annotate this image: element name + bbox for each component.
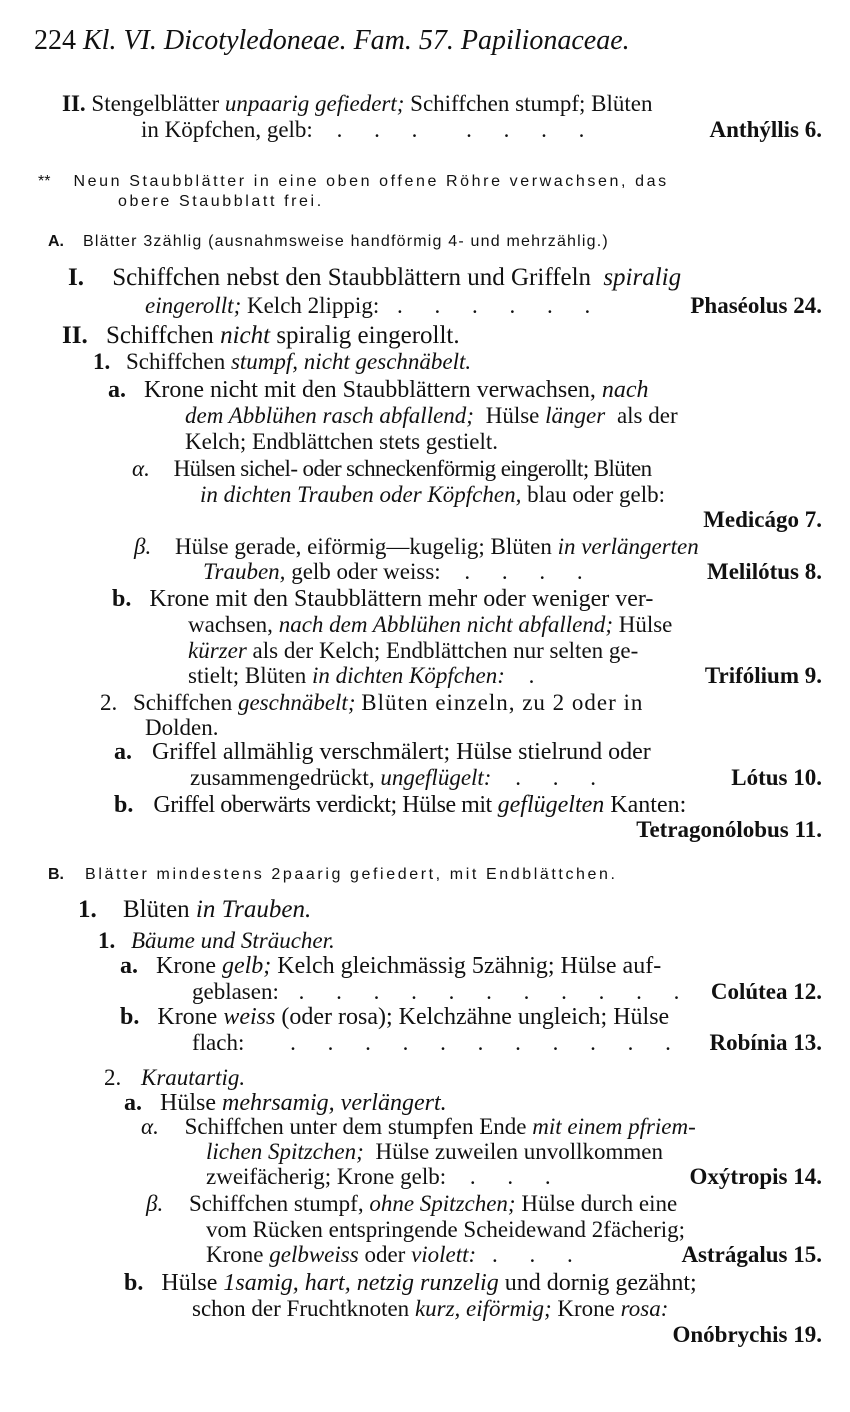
key-line bbox=[192, 1029, 684, 1057]
key-marker: α. bbox=[132, 456, 150, 481]
key-marker: a. bbox=[124, 1090, 142, 1116]
key-marker: 1. bbox=[93, 349, 111, 374]
section-heading bbox=[48, 861, 618, 889]
section-marker: B. bbox=[48, 866, 64, 883]
page-header bbox=[34, 24, 630, 58]
key-italic: weiss bbox=[223, 1004, 276, 1030]
key-line bbox=[185, 428, 498, 456]
key-text: Hülsen sichel- oder schneckenförmig eingerollt; Blüten bbox=[173, 456, 652, 481]
key-marker: 1. bbox=[78, 896, 97, 923]
leader-dots: . . . . . . . . . . . bbox=[298, 979, 693, 1004]
key-text: spiralig eingerollt. bbox=[276, 322, 460, 349]
key-text: Blätter 3zählig (ausnahmsweise handförmig 4- und mehrzählig.) bbox=[83, 233, 609, 250]
page-number: 224 bbox=[34, 25, 76, 56]
genus-name: Phaséolus 24. bbox=[690, 293, 822, 318]
genus-name: Colútea 12. bbox=[710, 979, 822, 1004]
key-text: Griffel oberwärts verdickt; Hülse mit bbox=[153, 792, 492, 818]
key-marker: a. bbox=[114, 739, 132, 765]
key-text: zweifächerig; Krone gelb: bbox=[206, 1164, 447, 1189]
key-italic: in verlängerten bbox=[557, 534, 699, 559]
key-text: oder bbox=[364, 1242, 406, 1267]
key-line bbox=[206, 1241, 586, 1269]
key-line bbox=[78, 896, 311, 924]
key-italic: nicht bbox=[220, 322, 271, 349]
leader-dots: . . . bbox=[515, 765, 609, 790]
key-text: wachsen, bbox=[188, 612, 273, 637]
genus-name: Anthýllis 6. bbox=[709, 117, 822, 142]
key-text: Hülse bbox=[160, 1090, 216, 1116]
key-italic: mehrsamig, verlängert. bbox=[222, 1090, 447, 1116]
key-text: Krone bbox=[557, 1296, 615, 1321]
key-italic: gelb; bbox=[221, 953, 272, 979]
leader-dots: . . . . . . . . . . . bbox=[290, 1030, 684, 1055]
key-italic: 1samig, hart, netzig runzelig bbox=[223, 1270, 499, 1296]
key-text: Griffel allmählig verschmälert; Hülse stielrund oder bbox=[152, 739, 651, 765]
key-text: stielt; Blüten bbox=[188, 663, 307, 688]
key-italic: Bäume und Sträucher. bbox=[131, 928, 335, 953]
key-text: Blätter mindestens 2paarig gefiedert, mit Endblättchen. bbox=[85, 866, 618, 883]
key-line bbox=[206, 1216, 685, 1244]
key-italic: violett: bbox=[411, 1242, 477, 1267]
key-italic: kurz, eiförmig; bbox=[414, 1296, 552, 1321]
key-line bbox=[114, 738, 651, 766]
key-marker: α. bbox=[141, 1114, 159, 1139]
key-line bbox=[118, 188, 324, 216]
genus-name: Tetragonólobus 11. bbox=[636, 817, 822, 842]
key-italic: geflügelten bbox=[497, 792, 605, 818]
key-italic: stumpf, nicht geschnäbelt. bbox=[230, 349, 472, 374]
key-marker: 1. bbox=[98, 928, 116, 953]
key-text: Hülse durch eine bbox=[521, 1191, 678, 1216]
genus-name: Medicágo 7. bbox=[703, 507, 822, 532]
key-italic: geschnäbelt; bbox=[237, 690, 356, 715]
key-marker: II. bbox=[62, 322, 88, 349]
key-italic: mit einem pfriem- bbox=[532, 1114, 696, 1139]
key-text: Krone bbox=[206, 1242, 264, 1267]
genus-name: Robínia 13. bbox=[709, 1030, 822, 1055]
leader-dots: . . . . . . bbox=[396, 293, 604, 318]
key-italic: gelbweiss bbox=[269, 1242, 359, 1267]
key-text: vom Rücken entspringende Scheidewand 2fächerig; bbox=[206, 1217, 686, 1242]
key-italic: lichen Spitzchen; bbox=[206, 1139, 364, 1164]
key-italic: rosa: bbox=[620, 1296, 669, 1321]
key-line bbox=[132, 455, 652, 483]
key-text: Schiffchen bbox=[133, 690, 233, 715]
leader-dots: . . . bbox=[491, 1242, 586, 1267]
key-text: Krone nicht mit den Staubblättern verwachsen, bbox=[144, 377, 596, 403]
key-line bbox=[188, 611, 672, 639]
key-italic: nach dem Abblühen nicht abfallend; bbox=[278, 612, 613, 637]
key-text: Kelch; Endblättchen stets gestielt. bbox=[185, 429, 498, 454]
leader-dots: . . . bbox=[469, 1164, 564, 1189]
key-line bbox=[112, 585, 653, 613]
key-marker: β. bbox=[134, 534, 152, 559]
section-heading bbox=[48, 228, 609, 256]
key-marker: II. bbox=[62, 91, 86, 116]
key-line bbox=[68, 264, 681, 292]
key-line bbox=[192, 978, 692, 1006]
key-text: als der bbox=[616, 403, 678, 428]
key-line bbox=[203, 558, 596, 586]
key-italic: nach bbox=[601, 377, 649, 403]
key-marker: I. bbox=[68, 264, 84, 291]
key-text: Hülse gerade, eiförmig—kugelig; Blüten bbox=[174, 534, 552, 559]
key-text: Hülse bbox=[161, 1270, 218, 1296]
leader-dots: . . . . bbox=[464, 559, 596, 584]
key-line bbox=[134, 533, 699, 561]
key-text: Schiffchen bbox=[105, 322, 214, 349]
genus-name: Trifólium 9. bbox=[704, 663, 822, 688]
key-line bbox=[188, 662, 547, 690]
key-marker: β. bbox=[146, 1191, 164, 1216]
key-line bbox=[206, 1163, 564, 1191]
key-text: schon der Fruchtknoten bbox=[192, 1296, 410, 1321]
key-text: Schiffchen stumpf; Blüten bbox=[410, 91, 653, 116]
key-line bbox=[114, 791, 686, 819]
key-text: Blüten einzeln, zu 2 oder in bbox=[361, 690, 644, 715]
key-italic: spiralig bbox=[603, 264, 682, 291]
key-text: (oder rosa); Kelchzähne ungleich; Hülse bbox=[281, 1004, 670, 1030]
key-text: Schiffchen nebst den Staubblättern und Griffeln bbox=[112, 264, 592, 291]
key-text: geblasen: bbox=[192, 979, 279, 1004]
key-italic: ohne Spitzchen; bbox=[369, 1191, 516, 1216]
key-text: Hülse bbox=[485, 403, 540, 428]
key-text: Schiffchen unter dem stumpfen Ende bbox=[184, 1114, 527, 1139]
key-text: Stengelblätter bbox=[91, 91, 220, 116]
key-text: gelb oder weiss: bbox=[291, 559, 441, 584]
key-line bbox=[188, 637, 638, 665]
key-marker: ** bbox=[38, 173, 51, 190]
key-italic: eingerollt; bbox=[145, 293, 242, 318]
genus-name: Astrágalus 15. bbox=[681, 1242, 822, 1267]
genus-name: Oxýtropis 14. bbox=[689, 1164, 822, 1189]
key-line bbox=[200, 481, 665, 509]
key-text: Dolden. bbox=[145, 715, 219, 740]
key-text: flach: bbox=[192, 1030, 245, 1055]
key-italic: kürzer bbox=[188, 638, 247, 663]
key-line bbox=[62, 322, 460, 350]
key-line bbox=[108, 376, 649, 404]
key-text: blau oder gelb: bbox=[527, 482, 666, 507]
key-marker: 2. bbox=[104, 1065, 122, 1090]
key-text: als der Kelch; Endblättchen nur selten ge- bbox=[252, 638, 639, 663]
leader-dots: . . . . bbox=[466, 117, 598, 142]
key-line bbox=[62, 90, 652, 118]
key-line bbox=[141, 1113, 696, 1141]
key-marker: b. bbox=[124, 1270, 144, 1296]
key-text: Hülse bbox=[618, 612, 673, 637]
key-line bbox=[185, 402, 678, 430]
key-text: Krone bbox=[156, 953, 216, 979]
key-line bbox=[120, 1003, 669, 1031]
key-italic: ungeflügelt: bbox=[380, 765, 492, 790]
key-marker: b. bbox=[120, 1004, 140, 1030]
leader-dots: . bbox=[528, 663, 548, 688]
key-text: zusammengedrückt, bbox=[190, 765, 375, 790]
key-marker: b. bbox=[114, 792, 134, 818]
key-text: Krone bbox=[157, 1004, 218, 1030]
key-italic: dem Abblühen rasch abfallend; bbox=[185, 403, 474, 428]
key-line bbox=[98, 927, 335, 955]
key-text: Kanten: bbox=[610, 792, 687, 818]
genus-name: Melilótus 8. bbox=[707, 559, 822, 584]
key-italic: unpaarig gefiedert; bbox=[224, 91, 405, 116]
key-text: Schiffchen stumpf, bbox=[188, 1191, 364, 1216]
leader-dots: . . . bbox=[336, 117, 431, 142]
running-title: Kl. VI. Dicotyledoneae. Fam. 57. Papilionaceae. bbox=[83, 25, 630, 56]
key-line bbox=[146, 1190, 677, 1218]
key-text: Krone mit den Staubblättern mehr oder weniger ver- bbox=[149, 586, 654, 612]
key-line bbox=[120, 952, 661, 980]
key-italic: in dichten Köpfchen: bbox=[311, 663, 505, 688]
key-text: in Köpfchen, gelb: bbox=[141, 117, 313, 142]
key-marker: a. bbox=[108, 377, 126, 403]
key-italic: Krautartig. bbox=[141, 1065, 246, 1090]
key-text: Neun Staubblätter in eine oben offene Röhre verwachsen, das bbox=[73, 173, 669, 190]
key-line bbox=[145, 292, 603, 320]
key-italic: länger bbox=[545, 403, 606, 428]
key-line bbox=[206, 1138, 663, 1166]
key-line bbox=[124, 1269, 697, 1297]
key-text: Kelch gleichmässig 5zähnig; Hülse auf- bbox=[277, 953, 662, 979]
genus-name: Onóbrychis 19. bbox=[672, 1322, 822, 1347]
key-marker: b. bbox=[112, 586, 132, 612]
key-text: Kelch 2lippig: bbox=[246, 293, 380, 318]
key-line bbox=[93, 348, 471, 376]
key-line bbox=[100, 689, 643, 717]
key-italic: in Trauben. bbox=[195, 896, 312, 923]
key-text: Blüten bbox=[123, 896, 190, 923]
key-italic: in dichten Trauben oder Köpfchen, bbox=[200, 482, 522, 507]
key-text: Schiffchen bbox=[126, 349, 226, 374]
key-marker: a. bbox=[120, 953, 138, 979]
key-text: und dornig gezähnt; bbox=[504, 1270, 697, 1296]
key-italic: Trauben, bbox=[203, 559, 286, 584]
key-line bbox=[104, 1064, 245, 1092]
key-line bbox=[192, 1295, 668, 1323]
key-text: Hülse zuweilen unvollkommen bbox=[375, 1139, 663, 1164]
key-line bbox=[190, 764, 609, 792]
section-marker: A. bbox=[48, 233, 64, 250]
key-text: obere Staubblatt frei. bbox=[118, 193, 324, 210]
genus-name: Lótus 10. bbox=[731, 765, 822, 790]
key-line bbox=[141, 116, 597, 144]
key-marker: 2. bbox=[100, 690, 118, 715]
